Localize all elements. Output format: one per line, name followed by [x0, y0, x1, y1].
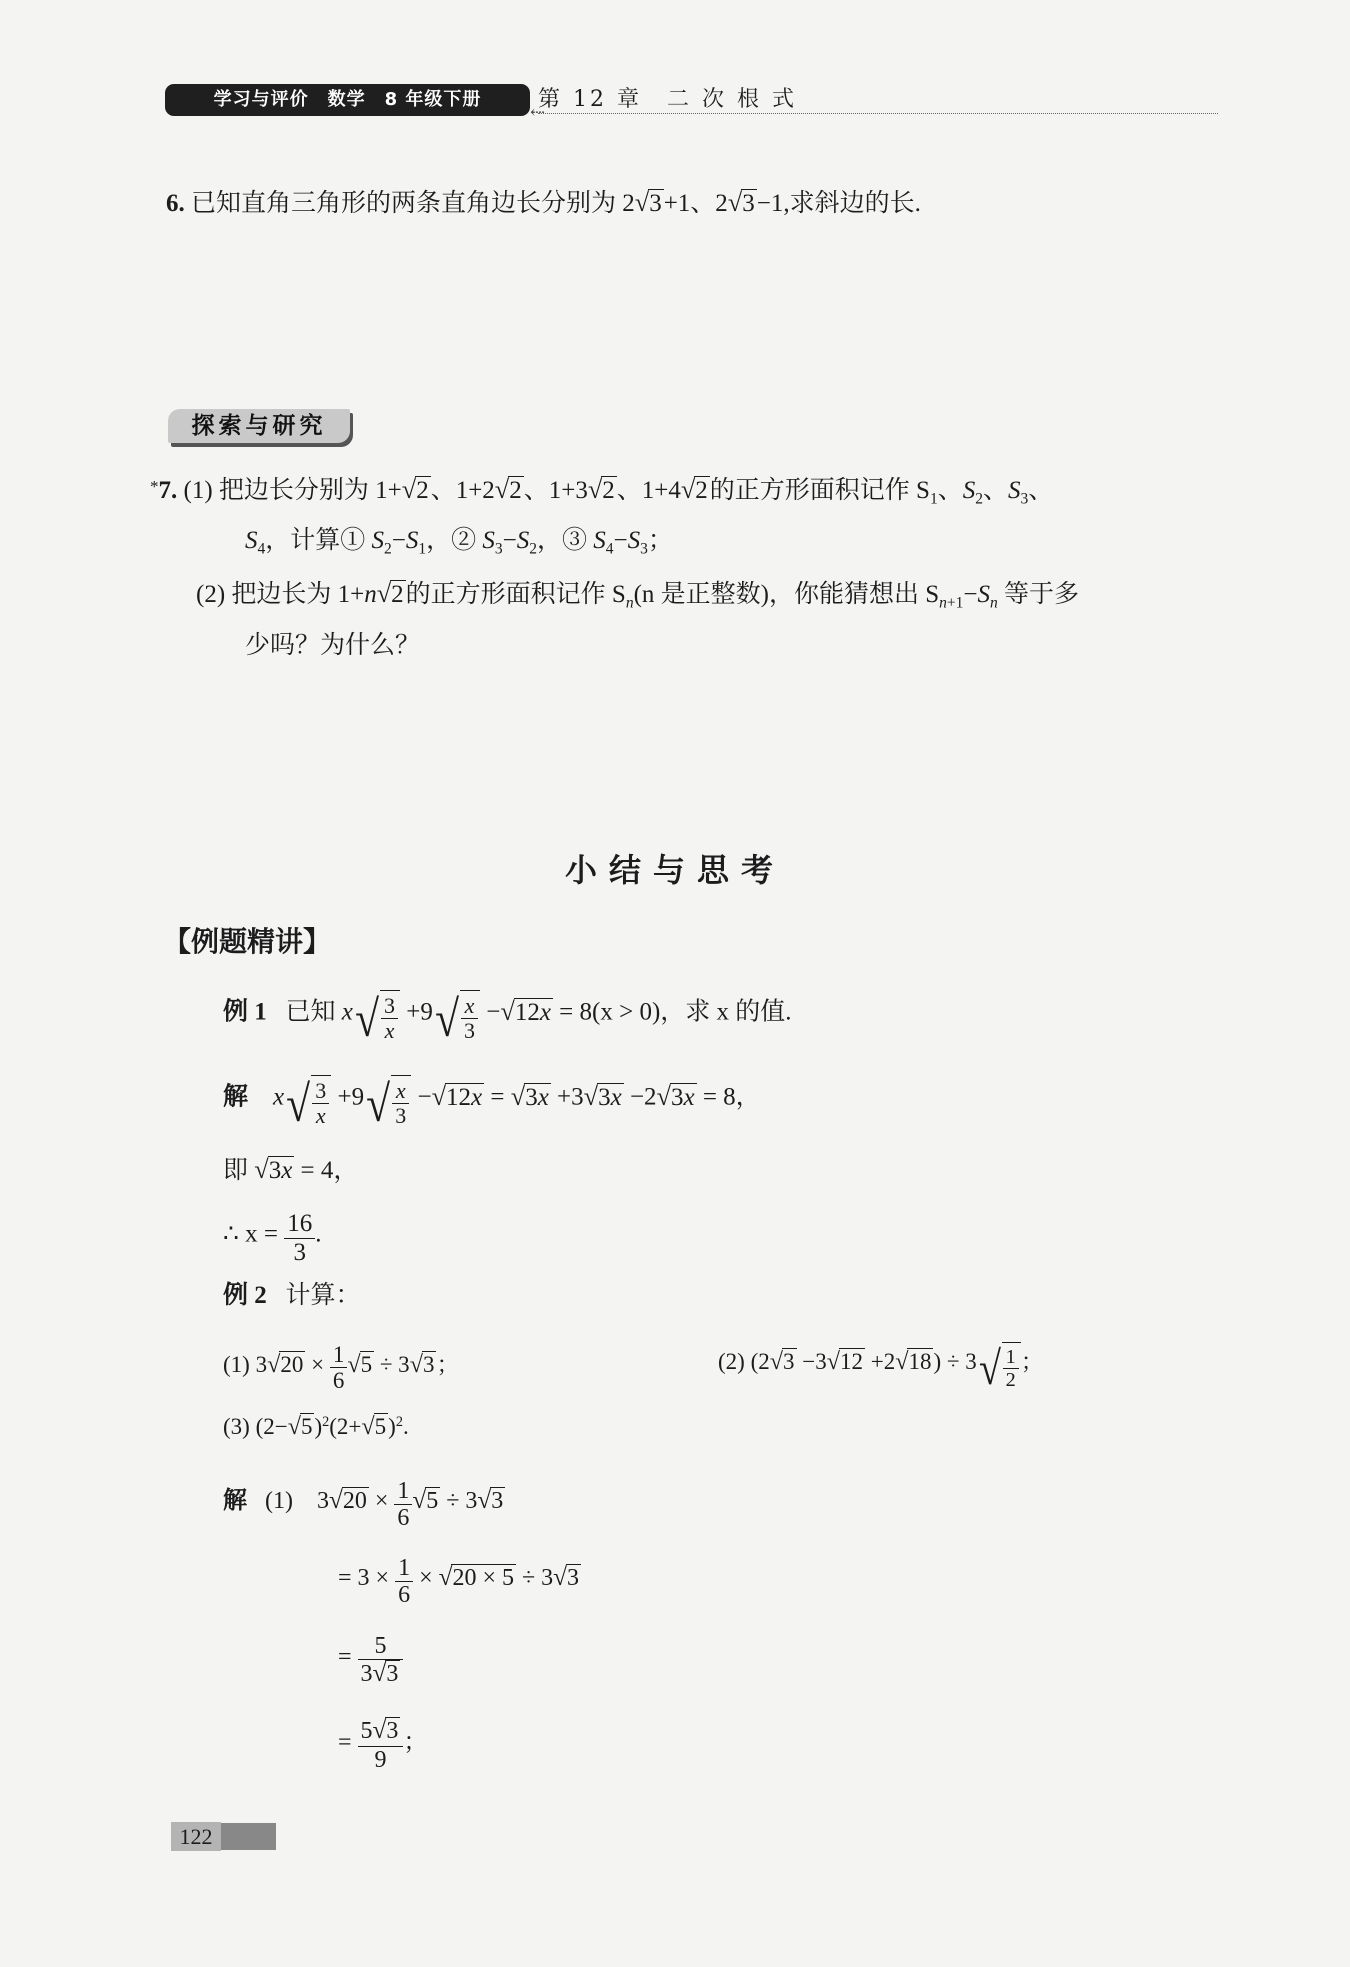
example-text: 已知 — [285, 998, 336, 1026]
question-text: (2) 把边长为 1+ — [196, 581, 365, 608]
example-2-statement — [223, 1275, 361, 1311]
question-number: 6. — [166, 190, 185, 217]
question-number: 7. — [158, 477, 178, 504]
header-arrow-icon: ⇠ — [530, 102, 546, 123]
radical: √3x — [656, 1081, 695, 1111]
radical: √20 — [328, 1487, 367, 1515]
radical: √ $\frac{x}{3}$ — [364, 1075, 411, 1134]
radical: √2 — [494, 475, 522, 504]
radical: √5 — [412, 1487, 439, 1515]
radical: √18 — [895, 1347, 932, 1375]
question-text: (n 是正整数)，你能猜想出 S — [633, 581, 940, 608]
question-text: 的正方形面积记作 S — [405, 581, 626, 608]
question-text: 的正方形面积记作 S — [709, 477, 930, 504]
book-title-badge: 学习与评价 数学 8 年级下册 — [165, 84, 530, 116]
radical: √5 — [361, 1413, 387, 1440]
example-text: = 8， — [702, 1083, 761, 1111]
examples-heading: 【例题精讲】 — [163, 925, 332, 958]
question-text: 等于多 — [1004, 581, 1080, 608]
radical: √12x — [500, 996, 551, 1026]
example-2-solution-step-2: = $\frac{5}{3√3}$ — [338, 1633, 403, 1689]
question-text: 、1+4 — [616, 477, 681, 504]
example-text: 计算： — [285, 1282, 361, 1309]
radical: √3x — [254, 1155, 293, 1184]
example-1-solution: 解 x√ $\frac{3}{x}$ +9√ $\frac{x}{3}$ −√12x = √3x +3√3x −2√3x = 8， — [223, 1076, 761, 1133]
radical: √ $\frac{x}{3}$ — [433, 990, 480, 1049]
optional-star: * — [150, 477, 159, 496]
example-1-result: ∴ x = $\frac{16}{3}$ . — [223, 1210, 322, 1266]
radical: √12x — [431, 1081, 483, 1111]
question-6 — [166, 183, 921, 219]
page-number: 122 — [171, 1822, 221, 1851]
solution-label: 解 — [223, 1083, 249, 1111]
radical: √3 — [409, 1350, 435, 1378]
radical: √20 — [267, 1350, 304, 1378]
radical: √3 — [769, 1347, 795, 1375]
question-7-part-2: (2) 把边长为 1+n√2的正方形面积记作 $S_n(n$ 是正整数)，你能猜想出 $S_{n+1}-S_n$ 等于多 — [196, 579, 1080, 612]
radical: √2 — [587, 475, 615, 504]
question-text: 、1+3 — [523, 477, 588, 504]
example-2-part-2: (2) (2√3 −3√12 +2√18) ÷ 3√ $\frac{1}{2}$ ； — [718, 1343, 1044, 1396]
example-2-solution-step-3: = $\frac{5√3}{9}$ ； — [338, 1717, 428, 1773]
example-2-solution-step-1: = 3 × $\frac{1}{6}$ × √20 × 5 ÷ 3√3 — [338, 1555, 579, 1609]
radical: √3 — [727, 188, 755, 217]
radical: √ $\frac{1}{2}$ — [977, 1342, 1021, 1396]
radical: √3 — [634, 188, 662, 217]
summary-section-title: 小结与思考 — [564, 851, 785, 889]
question-text: 、1+2 — [430, 477, 495, 504]
question-text: +1、2 — [663, 190, 728, 217]
question-text: 已知直角三角形的两条直角边长分别为 2 — [191, 190, 635, 217]
question-7-part-1: *7. (1) 把边长分别为 1+√2、1+2√2、1+3√2、1+4√2的正方形面积记作 $S_1$、$S_2$、$S_3$、 — [150, 475, 1054, 508]
radical: √5 — [287, 1413, 313, 1440]
radical: √20 × 5 — [438, 1564, 514, 1592]
explore-section-badge: 探索与研究 — [168, 409, 350, 443]
radical: √3 — [553, 1564, 579, 1592]
radical: √3 — [477, 1487, 504, 1515]
question-7-part-1-line-2: $S_4$，计算① $S_2-S_1$，② $S_3-S_2$，③ $S_4-S_3$； — [245, 527, 673, 558]
radical: √3x — [583, 1081, 622, 1111]
radical: √ $\frac{3}{x}$ — [353, 990, 400, 1049]
example-2-solution-1: 解 (1) 3√20 × $\frac{1}{6}$ √5 ÷ 3√3 — [223, 1478, 504, 1532]
question-7-part-2-line-2: 少吗？为什么？ — [245, 632, 421, 659]
header-divider — [538, 113, 1218, 114]
example-label: 例 2 — [223, 1282, 267, 1309]
radical: √5 — [347, 1350, 373, 1378]
question-text: −1,求斜边的长. — [756, 190, 921, 217]
example-1-statement: 例 1 已知 x√ $\frac{3}{x}$ +9√ $\frac{x}{3}$ −√12x = 8(x > 0)，求 x 的值. — [223, 991, 792, 1048]
radical: √2 — [680, 475, 708, 504]
radical: √ $\frac{3}{x}$ — [284, 1075, 331, 1134]
radical: √2 — [401, 475, 429, 504]
radical: √12 — [826, 1347, 863, 1375]
question-text: (1) 把边长分别为 1+ — [183, 477, 402, 504]
example-2-part-1: (1) 3√20 × $\frac{1}{6}$ √5 ÷ 3√3； — [223, 1342, 460, 1394]
example-label: 例 1 — [223, 998, 267, 1026]
example-text: = 8(x > 0)，求 x 的值. — [559, 998, 792, 1026]
solution-label: 解 — [223, 1488, 247, 1515]
example-2-part-3: (3) $(2-√5)^2(2+√5)^2$. — [223, 1413, 409, 1440]
radical: √3x — [510, 1081, 549, 1111]
chapter-title: 第 12 章 二 次 根 式 — [538, 87, 797, 112]
example-1-step-2: 即 √3x = 4， — [223, 1155, 359, 1184]
radical: √2 — [376, 579, 404, 608]
